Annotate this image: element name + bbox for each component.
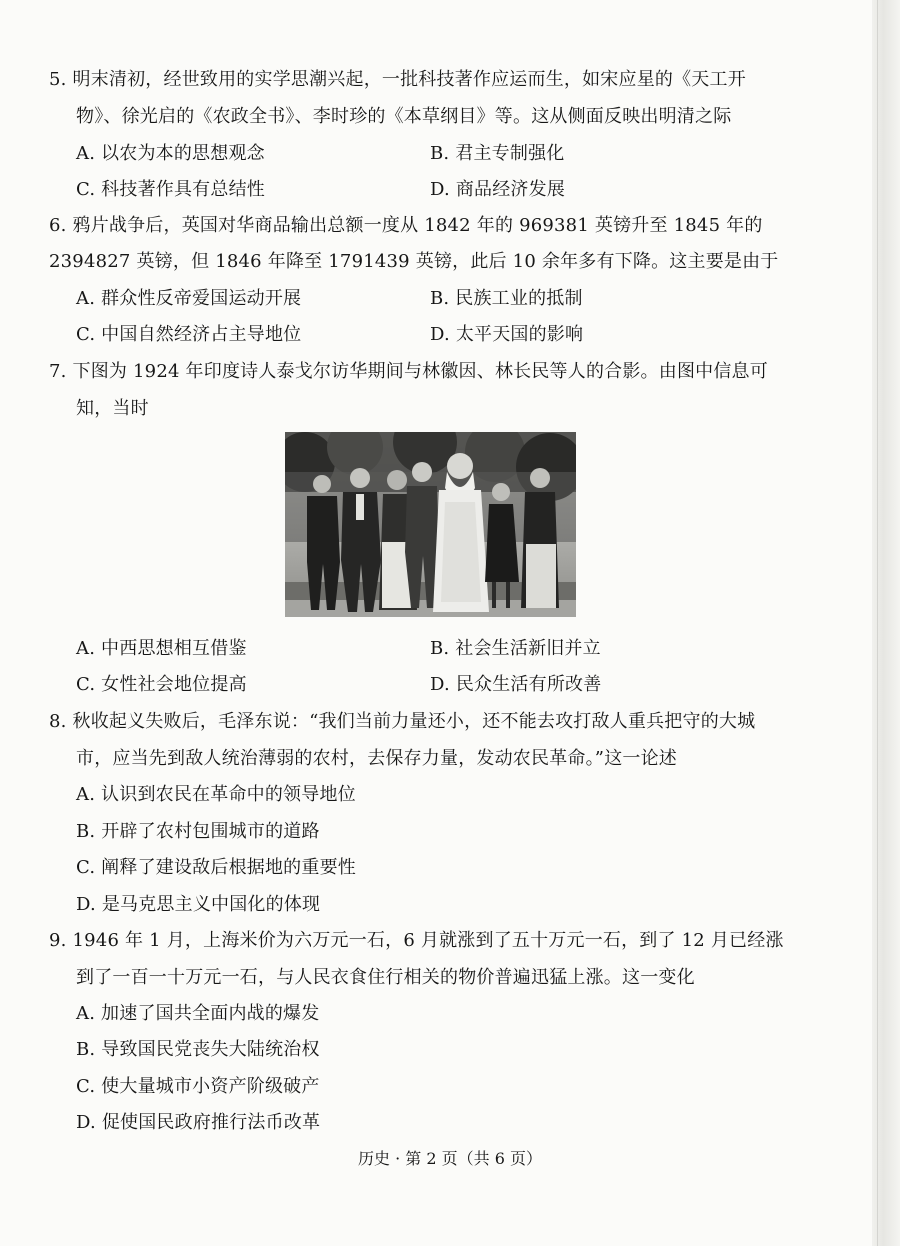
q5-option-b: B. 君主专制强化 xyxy=(430,143,565,164)
q6-option-c: C. 中国自然经济占主导地位 xyxy=(76,324,302,345)
q5-option-a: A. 以农为本的思想观念 xyxy=(76,143,265,164)
q7-stem-line-1: 7. 下图为 1924 年印度诗人泰戈尔访华期间与林徽因、林长民等人的合影。由图中信息可 xyxy=(49,361,768,382)
q6-stem-line-1: 6. 鸦片战争后，英国对华商品输出总额一度从 1842 年的 969381 英镑升至 1845 年的 xyxy=(49,215,763,236)
q9-stem-line-2: 到了一百一十万元一石，与人民衣食住行相关的物价普遍迅猛上涨。这一变化 xyxy=(76,967,695,988)
q5-option-c: C. 科技著作具有总结性 xyxy=(76,179,265,200)
q9-option-a: A. 加速了国共全面内战的爆发 xyxy=(76,1003,320,1024)
q7-option-b: B. 社会生活新旧并立 xyxy=(430,638,601,659)
q8-option-a: A. 认识到农民在革命中的领导地位 xyxy=(76,784,356,805)
q8-stem-line-2: 市，应当先到敌人统治薄弱的农村，去保存力量，发动农民革命。”这一论述 xyxy=(76,748,677,769)
q9-option-c: C. 使大量城市小资产阶级破产 xyxy=(76,1076,320,1097)
q6-stem-line-2: 2394827 英镑，但 1846 年降至 1791439 英镑，此后 10 余年多有下降。这主要是由于 xyxy=(49,251,779,272)
q7-stem-line-2: 知，当时 xyxy=(76,398,149,419)
q5-stem-line-2: 物》、徐光启的《农政全书》、李时珍的《本草纲目》等。这从侧面反映出明清之际 xyxy=(76,106,732,127)
q5-option-d: D. 商品经济发展 xyxy=(430,179,566,200)
q9-stem-line-1: 9. 1946 年 1 月，上海米价为六万元一石，6 月就涨到了五十万元一石，到了 12 月已经涨 xyxy=(49,930,784,951)
q9-option-b: B. 导致国民党丧失大陆统治权 xyxy=(76,1039,320,1060)
page-footer: 历史 · 第 2 页（共 6 页） xyxy=(358,1149,542,1168)
q7-option-a: A. 中西思想相互借鉴 xyxy=(76,638,247,659)
group-photo xyxy=(285,432,576,617)
q6-option-a: A. 群众性反帝爱国运动开展 xyxy=(76,288,302,309)
q9-option-d: D. 促使国民政府推行法币改革 xyxy=(76,1112,321,1133)
q8-option-d: D. 是马克思主义中国化的体现 xyxy=(76,894,321,915)
q7-option-d: D. 民众生活有所改善 xyxy=(430,674,602,695)
q8-option-c: C. 阐释了建设敌后根据地的重要性 xyxy=(76,857,356,878)
q8-stem-line-1: 8. 秋收起义失败后，毛泽东说：“我们当前力量还小，还不能去攻打敌人重兵把守的大城 xyxy=(49,711,756,732)
q8-option-b: B. 开辟了农村包围城市的道路 xyxy=(76,821,320,842)
q6-option-d: D. 太平天国的影响 xyxy=(430,324,584,345)
q6-option-b: B. 民族工业的抵制 xyxy=(430,288,583,309)
q5-stem-line-1: 5. 明末清初，经世致用的实学思潮兴起，一批科技著作应运而生，如宋应星的《天工开 xyxy=(49,69,746,90)
q7-option-c: C. 女性社会地位提高 xyxy=(76,674,247,695)
